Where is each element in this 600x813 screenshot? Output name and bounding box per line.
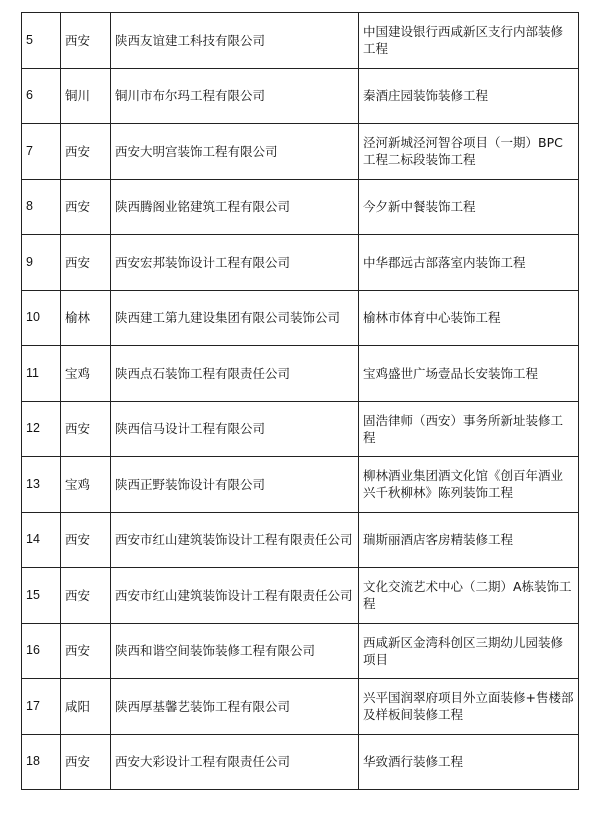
city-cell: 西安 — [61, 13, 111, 69]
no-cell: 9 — [22, 235, 61, 291]
table-row — [22, 401, 579, 457]
no-cell: 16 — [22, 623, 61, 679]
project-cell: 泾河新城泾河智谷项目（一期）BPC工程二标段装饰工程 — [359, 124, 579, 180]
city-cell: 榆林 — [61, 290, 111, 346]
no-cell: 6 — [22, 68, 61, 124]
no-cell: 8 — [22, 179, 61, 235]
no-cell: 18 — [22, 734, 61, 790]
project-cell: 榆林市体育中心装饰工程 — [359, 290, 579, 346]
company-cell: 陕西友谊建工科技有限公司 — [111, 13, 359, 69]
no-cell: 17 — [22, 679, 61, 735]
city-cell: 西安 — [61, 235, 111, 291]
project-cell: 兴平国润翠府项目外立面装修+售楼部及样板间装修工程 — [359, 679, 579, 735]
company-cell: 西安市红山建筑装饰设计工程有限责任公司 — [111, 512, 359, 568]
no-cell: 13 — [22, 457, 61, 513]
company-cell: 西安大明宫装饰工程有限公司 — [111, 124, 359, 180]
no-cell: 14 — [22, 512, 61, 568]
no-cell: 7 — [22, 124, 61, 180]
project-cell: 西咸新区金湾科创区三期幼儿园装修项目 — [359, 623, 579, 679]
table-row — [22, 124, 579, 180]
city-cell: 西安 — [61, 124, 111, 180]
no-cell: 11 — [22, 346, 61, 402]
project-cell: 秦酒庄园装饰装修工程 — [359, 68, 579, 124]
project-cell: 今夕新中餐装饰工程 — [359, 179, 579, 235]
project-cell: 华致酒行装修工程 — [359, 734, 579, 790]
company-cell: 西安宏邦装饰设计工程有限公司 — [111, 235, 359, 291]
city-cell: 宝鸡 — [61, 457, 111, 513]
company-cell: 西安大彩设计工程有限责任公司 — [111, 734, 359, 790]
table-row — [22, 623, 579, 679]
table-row — [22, 346, 579, 402]
project-cell: 中国建设银行西咸新区支行内部装修工程 — [359, 13, 579, 69]
project-cell: 中华郡远古部落室内装饰工程 — [359, 235, 579, 291]
project-cell: 宝鸡盛世广场壹品长安装饰工程 — [359, 346, 579, 402]
table-row — [22, 290, 579, 346]
table-row — [22, 512, 579, 568]
table-row — [22, 235, 579, 291]
no-cell: 10 — [22, 290, 61, 346]
table-row — [22, 13, 579, 69]
table-row — [22, 179, 579, 235]
city-cell: 西安 — [61, 623, 111, 679]
company-cell: 陕西点石装饰工程有限责任公司 — [111, 346, 359, 402]
table-row — [22, 734, 579, 790]
city-cell: 宝鸡 — [61, 346, 111, 402]
company-cell: 西安市红山建筑装饰设计工程有限责任公司 — [111, 568, 359, 624]
company-cell: 陕西建工第九建设集团有限公司装饰公司 — [111, 290, 359, 346]
project-cell: 文化交流艺术中心（二期）A栋装饰工程 — [359, 568, 579, 624]
city-cell: 西安 — [61, 734, 111, 790]
project-cell: 柳林酒业集团酒文化馆《创百年酒业兴千秋柳林》陈列装饰工程 — [359, 457, 579, 513]
city-cell: 西安 — [61, 568, 111, 624]
table-row — [22, 679, 579, 735]
awards-table-body — [22, 13, 579, 790]
company-cell: 陕西信马设计工程有限公司 — [111, 401, 359, 457]
no-cell: 12 — [22, 401, 61, 457]
table-row — [22, 457, 579, 513]
company-cell: 陕西厚基馨艺装饰工程有限公司 — [111, 679, 359, 735]
project-cell: 瑞斯丽酒店客房精装修工程 — [359, 512, 579, 568]
company-cell: 陕西和谐空间装饰装修工程有限公司 — [111, 623, 359, 679]
city-cell: 铜川 — [61, 68, 111, 124]
city-cell: 西安 — [61, 179, 111, 235]
company-cell: 陕西正野装饰设计有限公司 — [111, 457, 359, 513]
city-cell: 西安 — [61, 401, 111, 457]
city-cell: 西安 — [61, 512, 111, 568]
no-cell: 15 — [22, 568, 61, 624]
awards-table — [21, 12, 579, 790]
no-cell: 5 — [22, 13, 61, 69]
table-row — [22, 68, 579, 124]
table-row — [22, 568, 579, 624]
company-cell: 陕西腾阁业铭建筑工程有限公司 — [111, 179, 359, 235]
company-cell: 铜川市布尔玛工程有限公司 — [111, 68, 359, 124]
city-cell: 咸阳 — [61, 679, 111, 735]
project-cell: 固浩律师（西安）事务所新址装修工程 — [359, 401, 579, 457]
